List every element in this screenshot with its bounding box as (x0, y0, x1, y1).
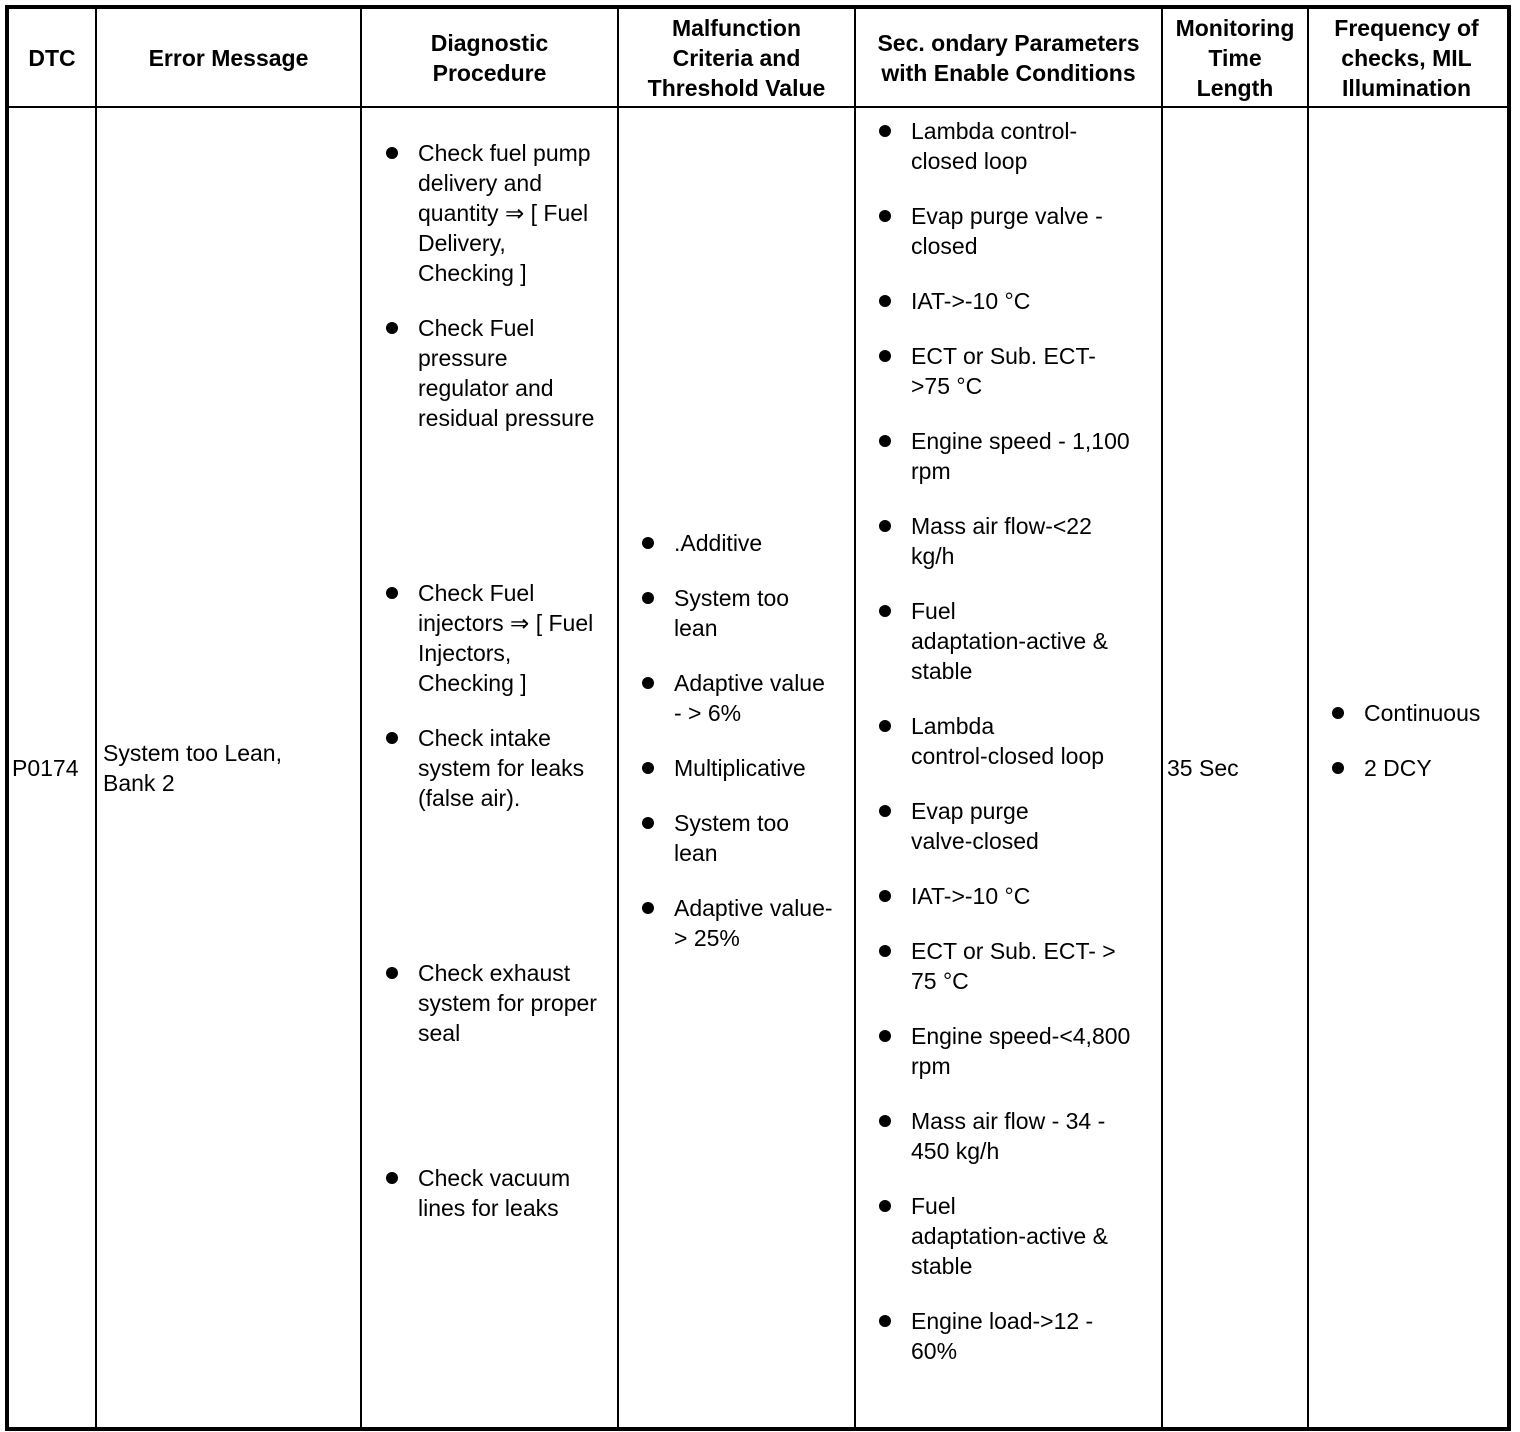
list-item-text (911, 936, 1116, 996)
header-line: Criteria and (672, 45, 801, 71)
column-divider (1307, 6, 1309, 1427)
bullet-icon (642, 817, 654, 829)
bullet-icon (879, 1115, 891, 1127)
list-item-line: lean (674, 615, 718, 641)
bullet-icon (879, 435, 891, 447)
list-item-line: Check exhaust (418, 960, 571, 986)
list-item-text (674, 668, 825, 728)
list-item-line: Check vacuum (418, 1165, 571, 1191)
list-item-line: > 25% (674, 925, 740, 951)
list-item-line: injectors ⇒ [ Fuel (418, 610, 594, 636)
bullet-icon (879, 605, 891, 617)
bullet-icon (386, 587, 398, 599)
list-item-line: Lambda control- (911, 118, 1078, 144)
list-item-line: closed loop (911, 148, 1028, 174)
list-item-text (674, 893, 833, 953)
list-item-line: .Additive (674, 530, 763, 556)
list-item-line: Adaptive value (674, 670, 825, 696)
header-line: Length (1196, 75, 1274, 101)
list-item-line: rpm (911, 1053, 951, 1079)
header-line: Monitoring (1175, 15, 1295, 41)
list-item-line: valve-closed (911, 828, 1039, 854)
bullet-icon (879, 520, 891, 532)
list-item-line: stable (911, 658, 973, 684)
header-line: Threshold Value (647, 75, 826, 101)
list-item-line: Checking ] (418, 670, 527, 696)
header-error-message (97, 10, 360, 106)
list-item-line: closed (911, 233, 978, 259)
list-item-line: (false air). (418, 785, 521, 811)
bullet-icon (386, 147, 398, 159)
list-item-text (418, 138, 591, 288)
bullet-icon (879, 1200, 891, 1212)
list-item-line: quantity ⇒ [ Fuel (418, 200, 589, 226)
list-item-line: Adaptive value- (674, 895, 833, 921)
list-item-text (911, 426, 1130, 486)
list-item-text (911, 1191, 1108, 1281)
bullet-icon (386, 322, 398, 334)
header-line: Diagnostic (430, 30, 549, 56)
header-line: with Enable Conditions (881, 60, 1136, 86)
list-item-text (1364, 753, 1432, 783)
list-item-text (911, 1306, 1093, 1366)
list-item-line: Check Fuel (418, 580, 535, 606)
list-item-text (911, 1021, 1130, 1081)
list-item-line: System too (674, 810, 790, 836)
list-item-text (674, 753, 806, 783)
list-item-text (911, 116, 1077, 176)
bullet-icon (386, 967, 398, 979)
bullet-icon (879, 945, 891, 957)
list-item-line: Checking ] (418, 260, 527, 286)
bullet-icon (642, 677, 654, 689)
list-item-line: 2 DCY (1364, 755, 1432, 781)
list-item-text (1364, 698, 1480, 728)
list-item-text (911, 1106, 1105, 1166)
header-divider (6, 106, 1508, 108)
list-item-line: Lambda (911, 713, 995, 739)
bullet-icon (879, 720, 891, 732)
list-item-line: 450 kg/h (911, 1138, 1000, 1164)
list-item-line: Check intake (418, 725, 551, 751)
error-message (103, 738, 282, 798)
list-item-line: Engine speed-<4,800 (911, 1023, 1131, 1049)
header-error-message-label: Error Message (148, 45, 309, 71)
column-divider (1161, 6, 1163, 1427)
list-item-line: Injectors, (418, 640, 512, 666)
list-item-line: residual pressure (418, 405, 595, 431)
list-item-line: Continuous (1364, 700, 1481, 726)
list-item-text (674, 528, 762, 558)
bullet-icon (879, 210, 891, 222)
bullet-icon (642, 537, 654, 549)
error-message-line: Bank 2 (103, 770, 175, 796)
dtc-code: P0174 (12, 755, 79, 781)
bullet-icon (386, 1172, 398, 1184)
list-item-line: lines for leaks (418, 1195, 559, 1221)
list-item-line: Mass air flow-<22 (911, 513, 1092, 539)
bullet-icon (386, 732, 398, 744)
header-line: checks, MIL (1341, 45, 1472, 71)
bullet-icon (642, 592, 654, 604)
list-item-line: Fuel (911, 1193, 956, 1219)
header-line: Illumination (1341, 75, 1472, 101)
list-item-text (418, 1163, 570, 1223)
list-item-line: ECT or Sub. ECT- > (911, 938, 1116, 964)
list-item-line: Check fuel pump (418, 140, 591, 166)
list-item-text (674, 808, 789, 868)
header-line: Time (1208, 45, 1262, 71)
list-item-text (911, 286, 1030, 316)
bullet-icon (879, 1315, 891, 1327)
header-line: Procedure (432, 60, 547, 86)
list-item-line: adaptation-active & (911, 1223, 1108, 1249)
list-item-line: delivery and (418, 170, 543, 196)
list-item-text (674, 583, 789, 643)
bullet-icon (1332, 762, 1344, 774)
list-item-line: system for leaks (418, 755, 585, 781)
list-item-line: control-closed loop (911, 743, 1105, 769)
list-item-text (911, 596, 1108, 686)
bullet-icon (879, 805, 891, 817)
list-item-text (911, 201, 1103, 261)
list-item-line: >75 °C (911, 373, 983, 399)
list-item-line: Engine load->12 - (911, 1308, 1094, 1334)
header-frequency (1309, 10, 1504, 106)
list-item-line: rpm (911, 458, 951, 484)
list-item-line: system for proper (418, 990, 597, 1016)
column-divider (617, 6, 619, 1427)
header-dtc-label: DTC (28, 45, 76, 71)
list-item-line: stable (911, 1253, 973, 1279)
list-item-line: adaptation-active & (911, 628, 1108, 654)
list-item-line: kg/h (911, 543, 955, 569)
list-item-line: Fuel (911, 598, 956, 624)
bullet-icon (879, 350, 891, 362)
column-divider (95, 6, 97, 1427)
header-line: Sec. ondary Parameters (877, 30, 1140, 56)
bullet-icon (879, 1030, 891, 1042)
list-item-line: System too (674, 585, 790, 611)
list-item-text (418, 958, 597, 1048)
list-item-line: Check Fuel (418, 315, 535, 341)
bullet-icon (1332, 707, 1344, 719)
list-item-line: ECT or Sub. ECT- (911, 343, 1096, 369)
list-item-line: 75 °C (911, 968, 969, 994)
list-item-line: regulator and (418, 375, 554, 401)
list-item-line: Mass air flow - 34 - (911, 1108, 1106, 1134)
list-item-line: - > 6% (674, 700, 742, 726)
column-divider (854, 6, 856, 1427)
header-line: Frequency of (1334, 15, 1479, 41)
list-item-text (418, 578, 593, 698)
header-monitoring-time (1163, 10, 1307, 106)
list-item-text (911, 511, 1092, 571)
header-malfunction-criteria (619, 10, 854, 106)
bullet-icon (879, 890, 891, 902)
bullet-icon (642, 902, 654, 914)
list-item-line: pressure (418, 345, 508, 371)
list-item-text (911, 881, 1030, 911)
list-item-text (911, 711, 1104, 771)
list-item-line: Evap purge valve - (911, 203, 1103, 229)
list-item-text (418, 723, 584, 813)
error-message-line: System too Lean, (103, 740, 282, 766)
list-item-line: IAT->-10 °C (911, 883, 1031, 909)
list-item-line: lean (674, 840, 718, 866)
list-item-line: IAT->-10 °C (911, 288, 1031, 314)
monitoring-time: 35 Sec (1167, 755, 1239, 781)
list-item-line: Delivery, (418, 230, 506, 256)
header-secondary-parameters (856, 10, 1161, 106)
list-item-line: Engine speed - 1,100 (911, 428, 1130, 454)
header-dtc (9, 10, 95, 106)
bullet-icon (879, 295, 891, 307)
bullet-icon (879, 125, 891, 137)
header-line: Malfunction (671, 15, 802, 41)
list-item-line: 60% (911, 1338, 958, 1364)
header-diagnostic-procedure (362, 10, 617, 106)
list-item-line: Evap purge (911, 798, 1029, 824)
column-divider (360, 6, 362, 1427)
list-item-text (418, 313, 594, 433)
list-item-text (911, 341, 1096, 401)
list-item-text (911, 796, 1039, 856)
list-item-line: seal (418, 1020, 461, 1046)
bullet-icon (642, 762, 654, 774)
list-item-line: Multiplicative (674, 755, 806, 781)
